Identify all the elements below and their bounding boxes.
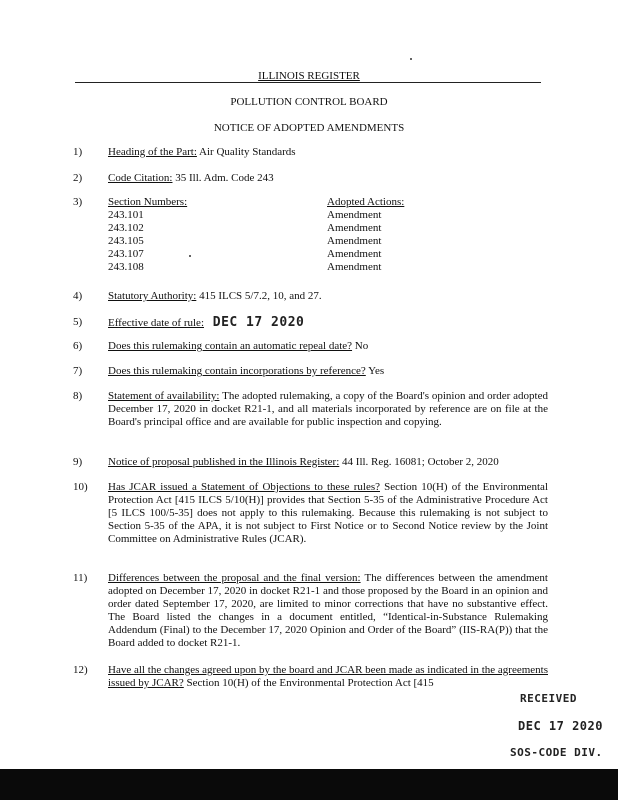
item-number: 12) xyxy=(73,664,88,676)
item-number: 11) xyxy=(73,572,88,584)
item-differences: Differences between the proposal and the final version: The differences between the amendment adopted on December 17, 2020 in docket R21-1 and those proposed by the Board in an opinion and order dated September 17, 2020, are limited to minor corrections that have no substantive effect. The Board listed the changes in a document entitled, “Identical-in-Substance Rulemaking Addendum (Final) to the December 17, 2020 Opinion and Order of the Board” (IIS-RA(P)) that the Board added to docket R21-1. xyxy=(108,572,548,649)
item-jcar-agreements: Have all the changes agreed upon by the board and JCAR been made as indicated in the agreements issued by JCAR? Section 10(H) of the Environmental Protection Act [415 xyxy=(108,664,548,689)
section-actions-table xyxy=(108,196,548,274)
scan-speck xyxy=(410,58,412,60)
item-number: 3) xyxy=(73,196,83,208)
item-number: 10) xyxy=(73,481,88,493)
item-number: 7) xyxy=(73,365,83,377)
item-statutory-authority: Statutory Authority: 415 ILCS 5/7.2, 10, and 27. xyxy=(108,290,322,302)
table-row: 243.107 Amendment xyxy=(108,248,382,260)
table-row: 243.105 Amendment xyxy=(108,235,382,247)
board-title: POLLUTION CONTROL BOARD xyxy=(230,96,388,108)
item-jcar-objections: Has JCAR issued a Statement of Objections to these rules? Section 10(H) of the Environmental Protection Act [415 ILCS 5/10(H)] provides that Section 5-35 of the Administrative Procedure Act [5 ILCS 100/5-35] does not apply to this rulemaking. Because this rulemaking is not subject to Section 5-35 of the APA, it is not subject to First Notice or to Second Notice review by the Joint Committee on Administrative Rules (JCAR). xyxy=(108,481,548,545)
item-number: 6) xyxy=(73,340,83,352)
received-stamp-label: RECEIVED xyxy=(520,692,577,705)
item-number: 9) xyxy=(73,456,83,468)
received-stamp-date: DEC 17 2020 xyxy=(518,719,603,733)
item-code-citation: Code Citation: 35 Ill. Adm. Code 243 xyxy=(108,172,274,184)
item-effective-date: Effective date of rule: DEC 17 2020 xyxy=(108,315,305,330)
item-notice-of-proposal: Notice of proposal published in the Illinois Register: 44 Ill. Reg. 16081; October 2, 2020 xyxy=(108,456,499,468)
item-heading-of-part: Heading of the Part: Air Quality Standards xyxy=(108,146,296,158)
table-row: 243.102 Amendment xyxy=(108,222,382,234)
table-row: 243.101 Amendment xyxy=(108,209,382,221)
effective-date-stamp: DEC 17 2020 xyxy=(212,315,305,330)
item-number: 8) xyxy=(73,390,83,402)
scan-bottom-edge xyxy=(0,769,618,800)
section-numbers-header: Section Numbers: xyxy=(108,196,188,208)
notice-title: NOTICE OF ADOPTED AMENDMENTS xyxy=(213,122,405,134)
item-statement-availability: Statement of availability: The adopted rulemaking, a copy of the Board's opinion and order adopted December 17, 2020 in docket R21-1, and all materials incorporated by reference are on file at the Board's principal office and are available for public inspection and copying. xyxy=(108,390,548,428)
item-number: 4) xyxy=(73,290,83,302)
table-row: 243.108 Amendment xyxy=(108,261,382,273)
received-stamp-division: SOS-CODE DIV. xyxy=(510,746,603,759)
item-number: 5) xyxy=(73,316,83,328)
item-number: 1) xyxy=(73,146,83,158)
item-repeal-date: Does this rulemaking contain an automatic repeal date? No xyxy=(108,340,369,352)
item-number: 2) xyxy=(73,172,83,184)
register-title: ILLINOIS REGISTER xyxy=(258,70,360,82)
item-incorporations: Does this rulemaking contain incorporations by reference? Yes xyxy=(108,365,385,377)
adopted-actions-header: Adopted Actions: xyxy=(327,196,405,208)
